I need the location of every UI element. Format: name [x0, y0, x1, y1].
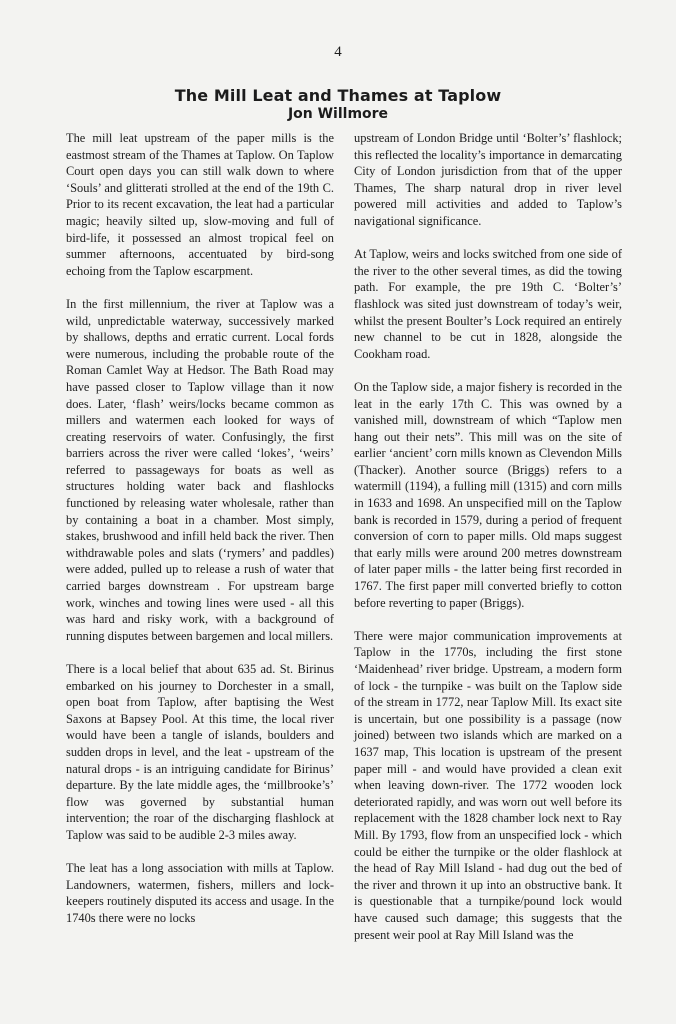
paragraph: The mill leat upstream of the paper mills is the eastmost stream of the Thames at Taplow. On Taplow Court open days you can still walk down to where ‘Souls’ and glitterati strolled at the end of the 19th C. Prior to its recent excavation, the leat had a particular magic; heavily silted up, slow-moving and full of bird-life, it possessed an almost tropical feel on summer afternoons, accentuated by bird-song echoing from the Taplow escarpment. [66, 131, 334, 278]
article-title: The Mill Leat and Thames at Taplow [174, 86, 502, 105]
left-column [66, 130, 334, 943]
paragraph: In the first millennium, the river at Taplow was a wild, unpredictable waterway, successively marked by shallows, depths and erratic current. Local fords were numerous, including the probable route of the Roman Camlet Way at Hedsor. The Bath Road may have passed closer to Taplow village than it now does. Later, ‘flash’ weirs/locks became common as millers and watermen each looked for ways of creating reservoirs of water. Confusingly, the first barriers across the river were called ‘lokes’, ‘weirs’ referred to passageways for boats as well as structures holding water back and flashlocks functioned by releasing water wholesale, rather than by containing a boat in a chamber. Most simply, stakes, brushwood and infill held back the river. Then withdrawable poles and slats (‘rymers’ and paddles) were added, pulled up to release a rush of water that carried barges downstream . For upstream barge work, winches and towing lines were used - all this was hard and risky work, with a background of running disputes between bargemen and local millers. [66, 296, 334, 643]
paragraph: There is a local belief that about 635 ad. St. Birinus embarked on his journey to Dorchester in a small, open boat from Taplow, after baptising the West Saxons at Bapsey Pool. At this time, the local river would have been a tangle of islands, boulders and sudden drops in level, and the leat - upstream of the natural drops - is an intriguing candidate for Birinus’ departure. By the late middle ages, the ‘millbrooke’s’ flow was governed by substantial human intervention; the roar of the discharging flashlock at Taplow was said to be audible 2-3 miles away. [66, 662, 334, 842]
paragraph: On the Taplow side, a major fishery is recorded in the leat in the early 17th C. This was owned by a vanished mill, downstream of which “Taplow men hang out their nets”. This mill was on the site of earlier ‘ancient’ corn mills known as Clevendon Mills (Thacker). Another source (Briggs) refers to a watermill (1194), a fulling mill (1315) and corn mills in 1633 and 1698. An unspecified mill on the Taplow bank is recorded in 1579, during a period of frequent conversion of corn to paper mills. Old maps suggest that early mills were around 200 metres downstream of later paper mills - the latter being first recorded in 1767. The first paper mill converted briefly to cotton before reverting to paper (Briggs). [354, 379, 622, 610]
paragraph: upstream of London Bridge until ‘Bolter’s’ flashlock; this reflected the locality’s importance in demarcating City of London jurisdiction from that of the upper Thames, The sharp natural drop in river level powered mill activities and added to Taplow’s navigational significance. [354, 131, 622, 228]
article-author: Jon Willmore [287, 106, 389, 122]
paragraph: There were major communication improvements at Taplow in the 1770s, including the first stone ‘Maidenhead’ river bridge. Upstream, a modern form of lock - the turnpike - was built on the Taplow side of the stream in 1772, near Taplow Mill. Its exact site is uncertain, but one possibility is a passage (now joined) between two islands which are marked on a 1637 map, This location is upstream of the present paper mill - and would have provided a clean exit when leaving down-river. The 1772 wooden lock deteriorated rapidly, and was worn out well before its replacement with the 1828 chamber lock next to Ray Mill. By 1793, flow from an unspecified lock - which could be either the turnpike or the older flashlock at the head of Ray Mill Island - had dug out the bed of the river and thrown it up into an obstructive bank. It is questionable that a turnpike/pound lock would have caused such damage; this suggests that the present weir pool at Ray Mill Island was the [354, 628, 622, 942]
paragraph: The leat has a long association with mills at Taplow. Landowners, watermen, fishers, millers and lock-keepers routinely disputed its access and usage. In the 1740s there were no locks [66, 861, 334, 925]
right-column [354, 130, 622, 960]
page-number: 4 [334, 44, 342, 60]
paragraph: At Taplow, weirs and locks switched from one side of the river to the other several times, as did the towing path. For example, the pre 19th C. ‘Bolter’s’ flashlock was sited just downstream of today’s weir, whilst the present Boulter’s Lock required an entirely new channel to be cut in 1828, alongside the Cookham road. [354, 247, 622, 361]
